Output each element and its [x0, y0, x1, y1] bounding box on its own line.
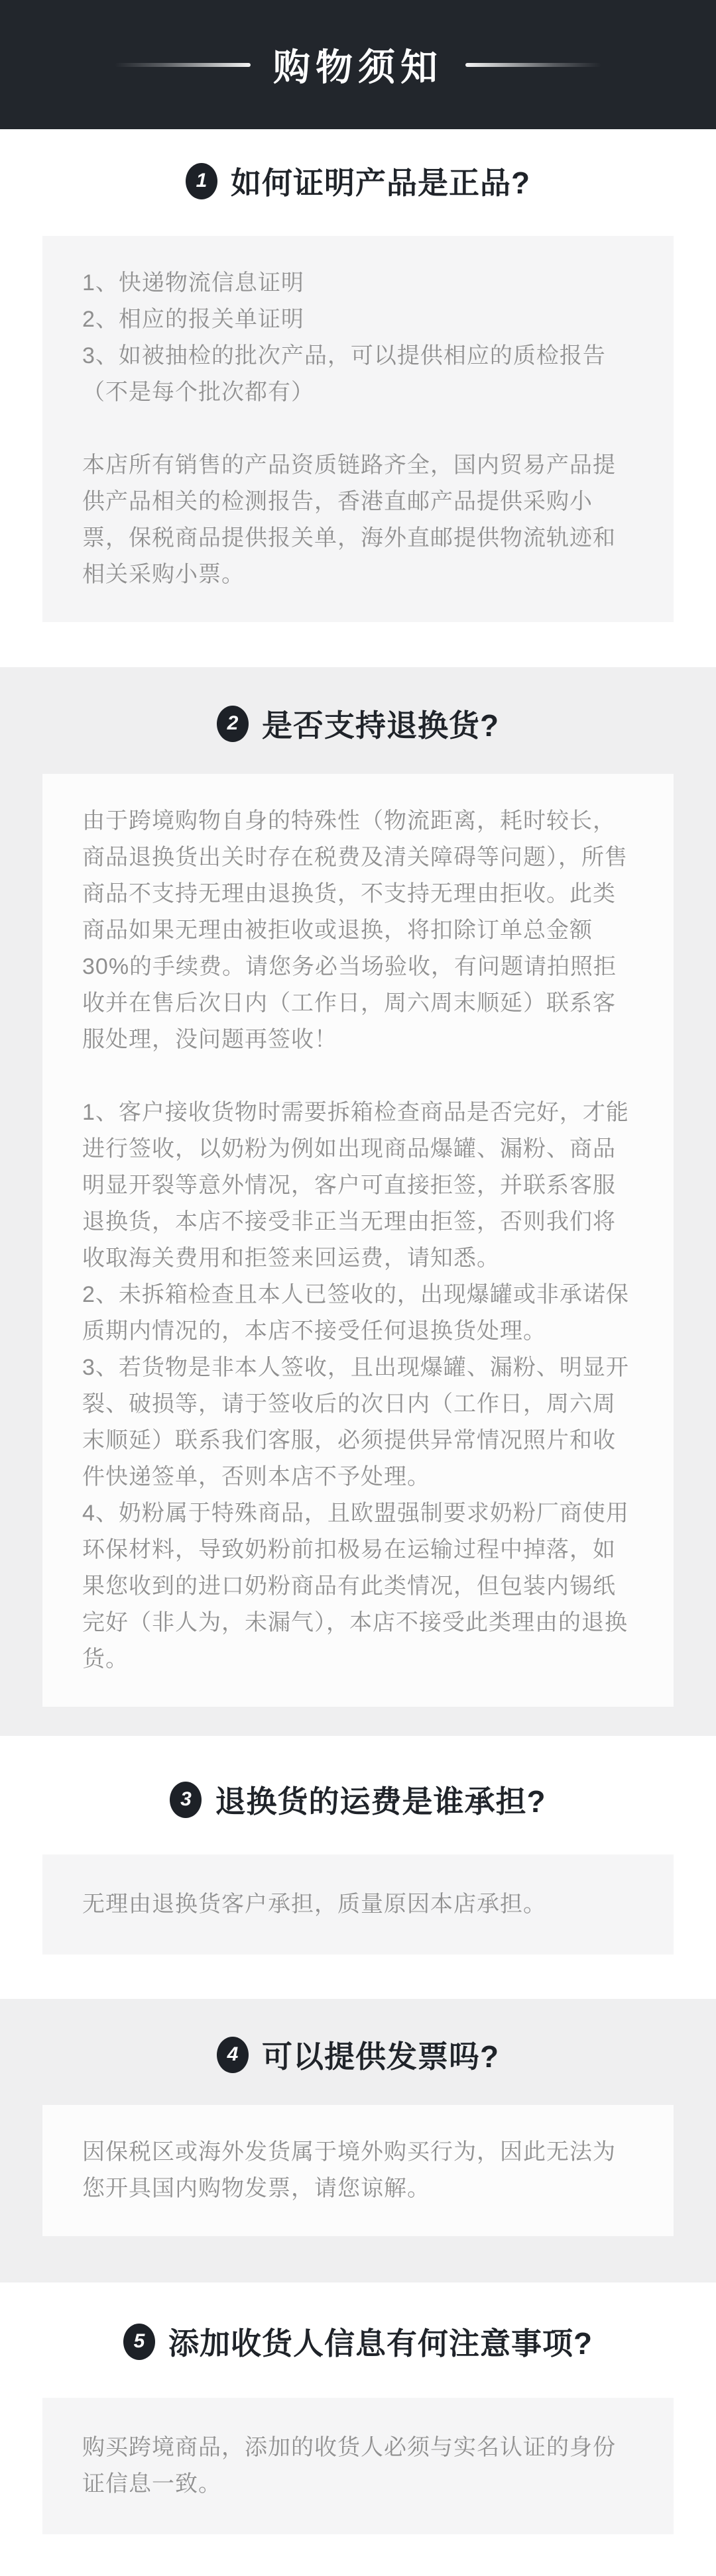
section-5-paragraph: 购买跨境商品，添加的收货人必须与实名认证的身份证信息一致。 — [82, 2435, 616, 2496]
section-2-intro: 由于跨境购物自身的特殊性（物流距离，耗时较长，商品退换货出关时存在税费及清关障碍等问题），所售商品不支持无理由退换货，不支持无理由拒收。此类商品如果无理由被拒收或退换，将扣除订单总金额30%的手续费。请您务必当场验收，有问题请拍照拒收并在售后次日内（工作日，周六周末顺延）联系客服处理，没问题再签收！ — [82, 808, 628, 1052]
section-3-body — [42, 1854, 674, 1955]
section-1-list — [82, 265, 634, 411]
section-4-number-badge: 4 — [217, 2037, 249, 2073]
list-item: 2、未拆箱检查且本人已签收的，出现爆罐或非承诺保质期内情况的，本店不接受任何退换货处理。 — [82, 1282, 629, 1344]
list-item: 1、快递物流信息证明 — [82, 270, 304, 295]
section-3-paragraph: 无理由退换货客户承担，质量原因本店承担。 — [82, 1892, 546, 1917]
list-item: 3、如被抽检的批次产品，可以提供相应的质检报告（不是每个批次都有） — [82, 343, 606, 405]
section-1-number-badge: 1 — [186, 163, 217, 199]
header-decor-line-left — [115, 63, 251, 67]
section-1-title — [0, 162, 716, 199]
list-item: 4、奶粉属于特殊商品，且欧盟强制要求奶粉厂商使用环保材料，导致奶粉前扣极易在运输过程中掉落，如果您收到的进口奶粉商品有此类情况，但包装内锡纸完好（非人为，未漏气），本店不接受此类理由的退换货。 — [82, 1501, 629, 1672]
section-3-number-badge: 3 — [170, 1782, 202, 1818]
section-1-question: 如何证明产品是正品? — [230, 166, 531, 200]
section-5-body — [42, 2398, 674, 2534]
page-title: 购物须知 — [273, 46, 443, 88]
header-decor-line-right — [465, 63, 601, 67]
page-header — [0, 0, 716, 129]
list-item: 1、客户接收货物时需要拆箱检查商品是否完好，才能进行签收，以奶粉为例如出现商品爆罐、漏粉、商品明显开裂等意外情况，客户可直接拒签，并联系客服退换货，本店不接受非正当无理由拒签，否则我们将收取海关费用和拒签来回运费，请知悉。 — [82, 1100, 629, 1271]
section-4-question: 可以提供发票吗? — [261, 2039, 500, 2074]
section-5-number-badge: 5 — [123, 2324, 155, 2360]
section-4-title — [0, 2036, 716, 2073]
list-item: 2、相应的报关单证明 — [82, 307, 304, 332]
section-1-body — [42, 236, 674, 622]
section-3-question: 退换货的运费是谁承担? — [215, 1784, 546, 1819]
section-5-title — [0, 2323, 716, 2360]
section-4 — [0, 1999, 716, 2282]
section-2-question: 是否支持退换货? — [261, 708, 500, 743]
section-1-paragraph: 本店所有销售的产品资质链路齐全，国内贸易产品提供产品相关的检测报告，香港直邮产品提供采购小票，保税商品提供报关单，海外直邮提供物流轨迹和相关采购小票。 — [82, 453, 616, 587]
section-4-paragraph: 因保税区或海外发货属于境外购买行为，因此无法为您开具国内购物发票，请您谅解。 — [82, 2139, 616, 2201]
section-2-body — [42, 774, 674, 1707]
section-2-title — [0, 705, 716, 742]
section-2-number-badge: 2 — [217, 706, 249, 742]
section-2 — [0, 667, 716, 1736]
section-5-question: 添加收货人信息有何注意事项? — [168, 2326, 593, 2361]
section-4-body — [42, 2105, 674, 2236]
section-2-list — [82, 1095, 634, 1678]
list-item: 3、若货物是非本人签收，且出现爆罐、漏粉、明显开裂、破损等，请于签收后的次日内（工作日，周六周末顺延）联系我们客服，必须提供异常情况照片和收件快递签单，否则本店不予处理。 — [82, 1355, 629, 1489]
section-3-title — [0, 1781, 716, 1818]
